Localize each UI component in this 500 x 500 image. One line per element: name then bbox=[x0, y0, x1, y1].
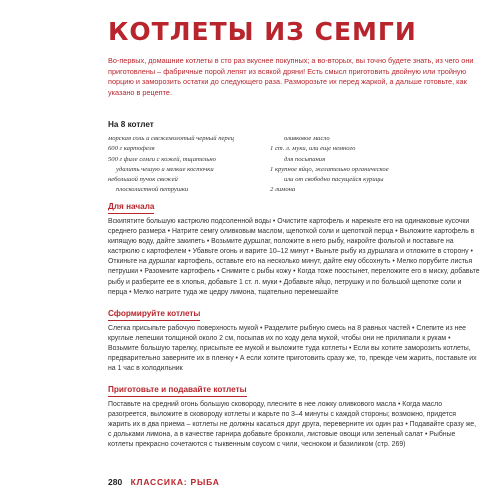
ingredient-item: оливковое масло bbox=[284, 135, 330, 142]
ingredient-item: 1 крупное яйцо, желательно органическое bbox=[270, 165, 389, 173]
ingredient-item: 500 г филе семги с кожей, тщательно bbox=[108, 155, 216, 163]
ingredient-item: плосколистной петрушки bbox=[116, 186, 189, 194]
page-number: 280 bbox=[108, 477, 123, 487]
section-body: Вскипятите большую кастрюлю подсоленной воды • Очистите картофель и нарежьте его на одинаковые кусочки среднего размера • Натрите семгу оливковым маслом, щепоткой соли и щепоткой перца • Выложите картофель в кипящую воду, дайте закипеть • Возьмите дуршлаг, положите в него рыбу, накройте фольгой и поставьте на кастрюлю с картофелем • Убавьте огонь и варите 10–12 минут • Выньте рыбу из дуршлага и отложите в сторону • Откиньте на дуршлаг картофель, оставьте его на несколько минут, дайте ему обсохнуть • Мелко порубите листья петрушки • Разомните картофель • Снимите с рыбы кожу • Когда тоже поостынет, переложите его в миску, добавьте рыбу и разберите ее в хлопья, добавьте 1 ст. л. муки • Добавьте яйцо, петрушку и по большой щепотке соли и перца • Мелко натрите туда же цедру лимона, тщательно перемешайте bbox=[108, 218, 480, 296]
ingredient-item: или от свободно пасущейся курицы bbox=[284, 176, 384, 184]
ingredient-item: для посыпания bbox=[284, 155, 326, 163]
servings-label: На 8 котлет bbox=[108, 120, 154, 129]
ingredient-item: удалить чешую и мелкие косточки bbox=[116, 165, 214, 173]
ingredient-item: 1 ст. л. муки, или еще немного bbox=[270, 145, 356, 153]
page-title: КОТЛЕТЫ ИЗ СЕМГИ bbox=[108, 17, 417, 46]
page-footer bbox=[108, 477, 220, 487]
section-heading: Для начала bbox=[108, 202, 154, 214]
section-heading: Приготовьте и подавайте котлеты bbox=[108, 385, 247, 397]
ingredients-column-2 bbox=[270, 134, 470, 196]
ingredient-item: небольшой пучок свежей bbox=[108, 176, 178, 184]
section-body: Слегка присыпьте рабочую поверхность мукой • Разделите рыбную смесь на 8 равных частей • Слепите из нее круглые лепешки толщиной около 2 см, посыпав их по ходу дела мукой, чтобы они не прилипали к рукам • Возьмите большую тарелку, присыпьте ее мукой и выложите туда котлеты • Если вы хотите заморозить котлеты, предварительно заверните их в пленку • А если хотите приготовить сразу же, то, прежде чем жарить, поставьте их на 1 час в холодильник bbox=[108, 325, 477, 373]
ingredient-item: морская соль и свежемолотый черный перец bbox=[108, 135, 234, 142]
intro-paragraph: Во-первых, домашние котлеты в сто раз вкуснее покупных; а во-вторых, вы точно будете знать, из чего они приготовлены – фабричные порой лепят из всякой дряни! Есть смысл приготовить двойную или тройную порцию и заморозить остатки до следующего раза. Разморозьте их перед жаркой, а дальше готовьте, как указано в рецепте. bbox=[108, 56, 474, 97]
section-prep bbox=[108, 196, 480, 298]
chapter-label: КЛАССИКА: РЫБА bbox=[130, 477, 220, 487]
ingredient-item: 2 лимона bbox=[270, 186, 296, 194]
section-body: Поставьте на средний огонь большую сковороду, плесните в нее ложку оливкового масла • Когда масло разогреется, выложите в сковороду котлеты и жарьте по 3–4 минуты с каждой стороны; возможно, придется жарить их в два приема – котлеты не должны касаться друг друга, переверните их один раз • Подавайте сразу же, с дольками лимона, а в качестве гарнира добавьте брокколи, листовые овощи или зеленый салат • Рыбные котлеты прекрасно сочетаются с тыквенным соусом с чили, чесноком и базиликом (стр. 269) bbox=[108, 401, 477, 449]
section-heading: Сформируйте котлеты bbox=[108, 309, 200, 321]
section-cook bbox=[108, 379, 480, 450]
ingredients-column-1 bbox=[108, 134, 288, 196]
ingredient-item: 600 г картофеля bbox=[108, 145, 155, 153]
section-shape bbox=[108, 303, 480, 374]
